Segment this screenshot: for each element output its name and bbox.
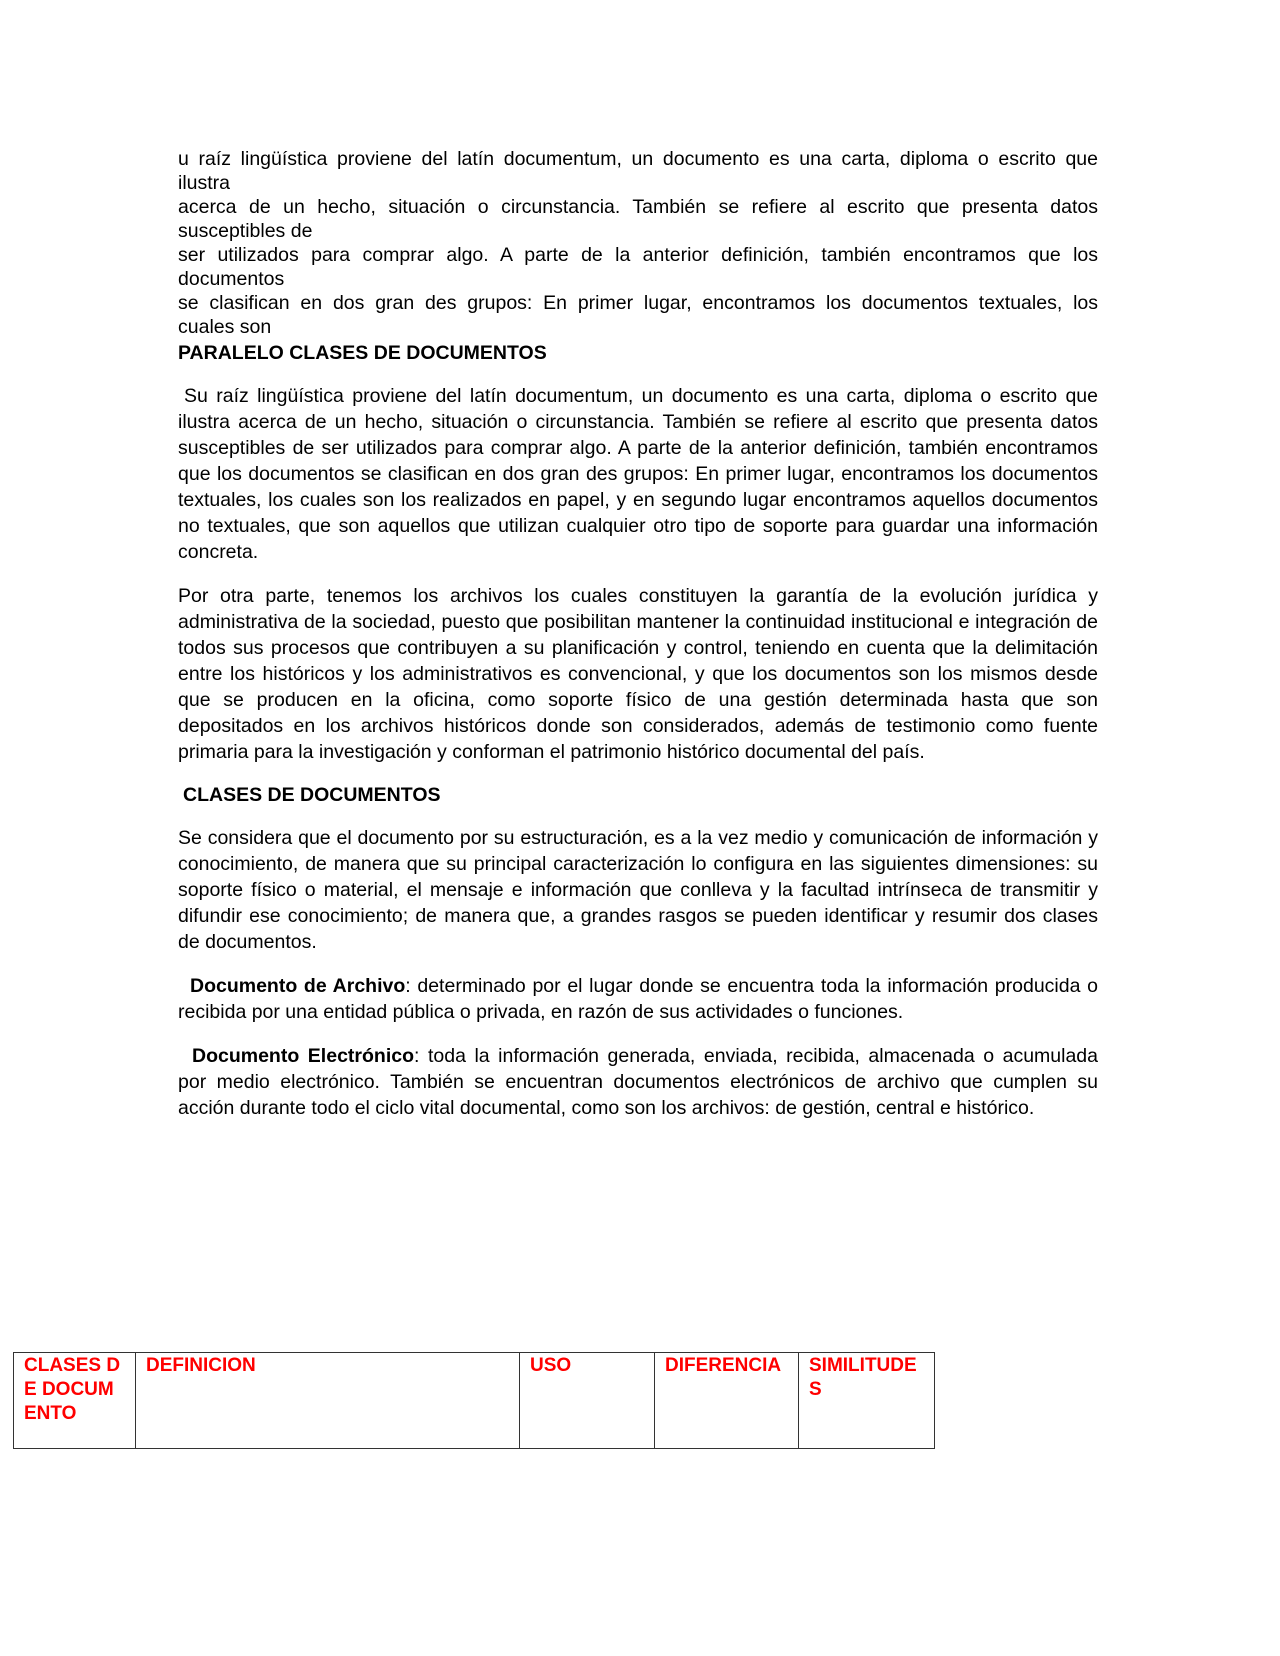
- paragraph-documento-electronico: [178, 1043, 1098, 1121]
- intro-fragment: [178, 147, 1098, 339]
- document-body: [178, 147, 1098, 1139]
- heading-paralelo: PARALELO CLASES DE DOCUMENTOS: [178, 342, 547, 364]
- intro-line-6: documentos: [178, 268, 285, 290]
- table-header-similitudes: SIMILITUDES: [799, 1353, 935, 1449]
- paralelo-table: [13, 1352, 935, 1449]
- table-header-clases: CLASES DE DOCUMENTO: [14, 1353, 136, 1449]
- table-header-uso: USO: [520, 1353, 655, 1449]
- intro-line-5: ser utilizados para comprar algo. A parte de la anterior definición, también encontramos que los: [178, 244, 1098, 266]
- paragraph-considera-text: Se considera que el documento por su estructuración, es a la vez medio y comunicación de información y conocimiento, de manera que su principal caracterización lo configura en las siguientes dimensiones: su soporte físico o material, el mensaje e información que conlleva y la facultad intrínseca de transmitir y difundir ese conocimiento; de manera que, a grandes rasgos se pueden identificar y resumir dos clases de documentos.: [178, 827, 1098, 953]
- paragraph-raiz-text: Su raíz lingüística proviene del latín documentum, un documento es una carta, diploma o escrito que ilustra acerca de un hecho, situación o circunstancia. También se refiere al escrito que presenta datos susceptibles de ser utilizados para comprar algo. A parte de la anterior definición, también encontramos que los documentos se clasifican en dos gran des grupos: En primer lugar, encontramos los documentos textuales, los cuales son los realizados en papel, y en segundo lugar encontramos aquellos documentos no textuales, que son aquellos que utilizan cualquier otro tipo de soporte para guardar una información concreta.: [178, 385, 1098, 563]
- paragraph-considera: [178, 825, 1098, 955]
- paralelo-table-wrapper: [13, 1352, 935, 1449]
- intro-line-2: ilustra: [178, 172, 231, 194]
- intro-line-7: se clasifican en dos gran des grupos: En primer lugar, encontramos los documentos textuales, los: [178, 292, 1098, 314]
- definition-documento-electronico: : toda la información generada, enviada, recibida, almacenada o acumulada por medio electrónico. También se encuentran documentos electrónicos de archivo que cumplen su acción durante todo el ciclo vital documental, como son los archivos: de gestión, central e histórico.: [178, 1045, 1098, 1119]
- paragraph-archivos: [178, 583, 1098, 765]
- table-header-diferencia: DIFERENCIA: [655, 1353, 799, 1449]
- table-header-row: [14, 1353, 935, 1449]
- definition-documento-archivo: : determinado por el lugar donde se encuentra toda la información producida o recibida por una entidad pública o privada, en razón de sus actividades o funciones.: [178, 975, 1098, 1023]
- paragraph-raiz: [178, 383, 1098, 565]
- paragraph-archivos-text: Por otra parte, tenemos los archivos los cuales constituyen la garantía de la evolución jurídica y administrativa de la sociedad, puesto que posibilitan mantener la continuidad institucional e integración de todos sus procesos que contribuyen a su planificación y control, teniendo en cuenta que la delimitación entre los históricos y los administrativos es convencional, y que los documentos son los mismos desde que se producen en la oficina, como soporte físico de una gestión determinada hasta que son depositados en los archivos históricos donde son considerados, además de testimonio como fuente primaria para la investigación y conforman el patrimonio histórico documental del país.: [178, 585, 1098, 763]
- table-header-definicion: DEFINICION: [136, 1353, 520, 1449]
- paragraph-documento-archivo: [178, 973, 1098, 1025]
- heading-clases: CLASES DE DOCUMENTOS: [183, 784, 441, 806]
- term-documento-electronico: Documento Electrónico: [192, 1045, 414, 1067]
- term-documento-archivo: Documento de Archivo: [190, 975, 406, 997]
- intro-line-3: acerca de un hecho, situación o circunstancia. También se refiere al escrito que presenta datos: [178, 196, 1098, 218]
- intro-line-8: cuales son: [178, 316, 272, 338]
- intro-line-1: u raíz lingüística proviene del latín documentum, un documento es una carta, diploma o escrito que: [178, 148, 1098, 170]
- intro-line-4: susceptibles de: [178, 220, 313, 242]
